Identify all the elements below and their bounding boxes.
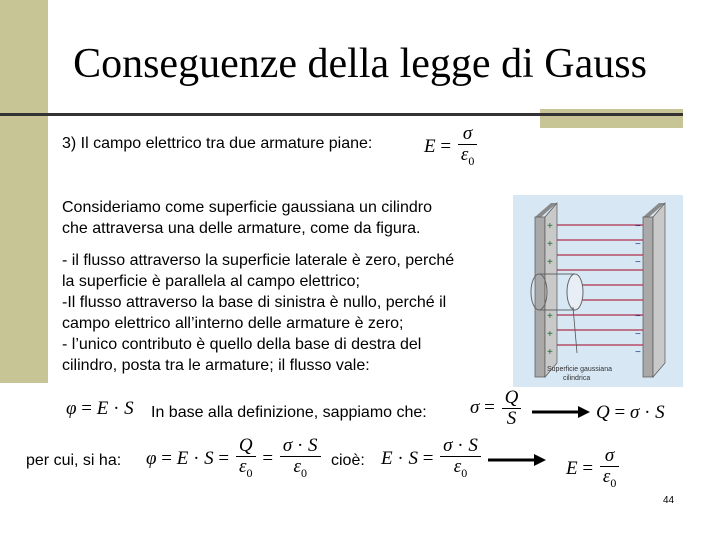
per-cui-text: per cui, si ha: bbox=[26, 452, 122, 469]
formula-e-sigma-eps: E = $\frac{\sigma}{\varepsilon_0}$ bbox=[424, 124, 479, 171]
formula-q-sigma-s: Q = σ · S bbox=[596, 402, 665, 423]
formula-phi-es: φ = E · S bbox=[66, 398, 134, 419]
bullet-line: campo elettrico all’interno delle armature è zero; bbox=[62, 315, 404, 332]
svg-text:−: − bbox=[635, 311, 641, 322]
arrow-icon bbox=[532, 405, 592, 419]
formula-flux-derivation: φ = E · S = $\frac{Q}{\varepsilon_0}$ = $\frac{\sigma \cdot S}{\varepsilon_0}$ bbox=[146, 436, 323, 483]
definition-text: In base alla definizione, sappiamo che: bbox=[151, 404, 427, 421]
item-3-text: 3) Il campo elettrico tra due armature piane: bbox=[62, 135, 373, 152]
title-rule bbox=[0, 113, 683, 116]
svg-text:+: + bbox=[547, 257, 553, 268]
svg-text:−: − bbox=[635, 329, 641, 340]
formula-e-result: E = $\frac{\sigma}{\varepsilon_0}$ bbox=[566, 446, 621, 493]
header-accent-box bbox=[540, 109, 683, 128]
svg-text:+: + bbox=[547, 311, 553, 322]
svg-text:+: + bbox=[547, 221, 553, 232]
paragraph-line: Consideriamo come superficie gaussiana un cilindro bbox=[62, 199, 432, 216]
svg-text:+: + bbox=[547, 329, 553, 340]
gaussian-cylinder-figure bbox=[513, 195, 683, 387]
bullet-line: cilindro, posta tra le armature; il flusso vale: bbox=[62, 357, 370, 374]
page-title: Conseguenze della legge di Gauss bbox=[73, 41, 647, 87]
bullet-line: la superficie è parallela al campo elettrico; bbox=[62, 273, 360, 290]
bullet-line: - il flusso attraverso la superficie laterale è zero, perché bbox=[62, 252, 455, 269]
svg-text:−: − bbox=[635, 257, 641, 268]
cioe-text: cioè: bbox=[331, 452, 365, 469]
formula-es-sigma-s: E · S = $\frac{\sigma \cdot S}{\varepsilon_0}$ bbox=[381, 436, 483, 483]
figure-caption: Superficie gaussiana bbox=[547, 366, 612, 373]
svg-text:−: − bbox=[635, 239, 641, 250]
figure-caption: cilindrica bbox=[563, 375, 591, 382]
svg-text:+: + bbox=[547, 239, 553, 250]
page-number: 44 bbox=[663, 495, 675, 506]
svg-text:−: − bbox=[635, 221, 641, 232]
svg-text:−: − bbox=[635, 347, 641, 358]
arrow-icon bbox=[488, 453, 548, 467]
bullet-line: -Il flusso attraverso la base di sinistra è nullo, perché il bbox=[62, 294, 447, 311]
svg-text:+: + bbox=[547, 347, 553, 358]
bullet-line: - l’unico contributo è quello della base di destra del bbox=[62, 336, 422, 353]
paragraph-line: che attraversa una delle armature, come da figura. bbox=[62, 220, 421, 237]
formula-sigma-q-s: σ = $\frac{Q}{S}$ bbox=[470, 388, 523, 429]
